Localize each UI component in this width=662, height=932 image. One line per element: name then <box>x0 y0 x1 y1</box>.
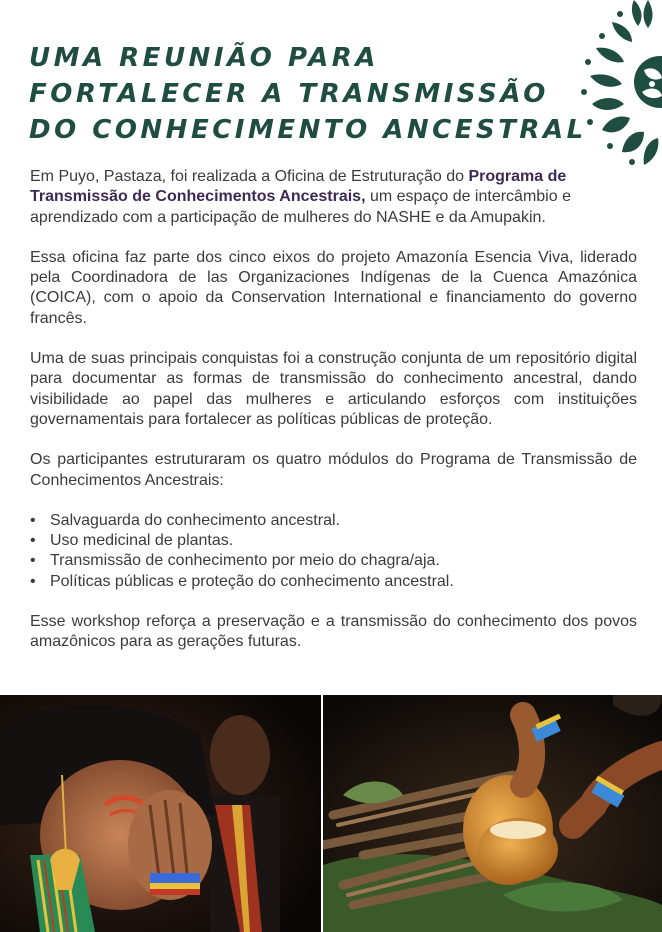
list-item <box>30 551 637 571</box>
list-item <box>30 572 637 592</box>
paragraph-project: Essa oficina faz parte dos cinco eixos do projeto Amazonía Esencia Viva, liderado pela Coordinadora de las Organizaciones Indígenas de la Cuenca Amazónica (COICA), com o apoio da Conservation International e financiamento do governo francês. <box>30 248 637 327</box>
list-item-text: Salvaguarda do conhecimento ancestral. <box>50 511 340 529</box>
list-item-text: Transmissão de conhecimento por meio do chagra/aja. <box>50 552 440 570</box>
paragraph-modules-intro: Os participantes estruturaram os quatro módulos do Programa de Transmissão de Conhecimentos Ancestrais: <box>30 451 637 489</box>
paragraph-intro-prefix: Em Puyo, Pastaza, foi realizada a Oficina de Estruturação do <box>30 168 469 185</box>
list-item <box>30 531 637 551</box>
bullet-icon: • <box>30 572 36 590</box>
bullet-icon: • <box>30 511 36 529</box>
paragraph-intro-suffix: um espaço de intercâmbio e aprendizado com a participação de mulheres do NASHE e da Amupakin. <box>30 188 571 226</box>
modules-list <box>30 511 637 592</box>
page-title: UMA REUNIÃO PARA FORTALECER A TRANSMISSÃO DO CONHECIMENTO ANCESTRAL <box>29 43 587 145</box>
paragraph-intro <box>30 167 637 228</box>
photo-gourd-ritual <box>323 695 662 932</box>
paragraph-achievements: Uma de suas principais conquistas foi a construção conjunta de um repositório digital para documentar as formas de transmissão do conhecimento ancestral, dando visibilidade ao papel das mulheres e articulando esforços com instituições governamentais para fortalecer as políticas públicas de proteção. <box>30 350 637 428</box>
photo-woman-ritual <box>0 695 321 932</box>
bullet-icon: • <box>30 532 36 550</box>
list-item <box>30 511 637 531</box>
paragraph-conclusion: Esse workshop reforça a preservação e a transmissão do conhecimento dos povos amazônicos para as gerações futuras. <box>30 613 637 651</box>
photo-strip <box>0 695 662 932</box>
program-name-bold: Programa de Transmissão de Conhecimentos Ancestrais, <box>30 168 567 206</box>
bullet-icon: • <box>30 552 36 570</box>
list-item-text: Políticas públicas e proteção do conhecimento ancestral. <box>50 572 454 590</box>
list-item-text: Uso medicinal de plantas. <box>50 532 234 550</box>
article-body <box>30 167 637 673</box>
